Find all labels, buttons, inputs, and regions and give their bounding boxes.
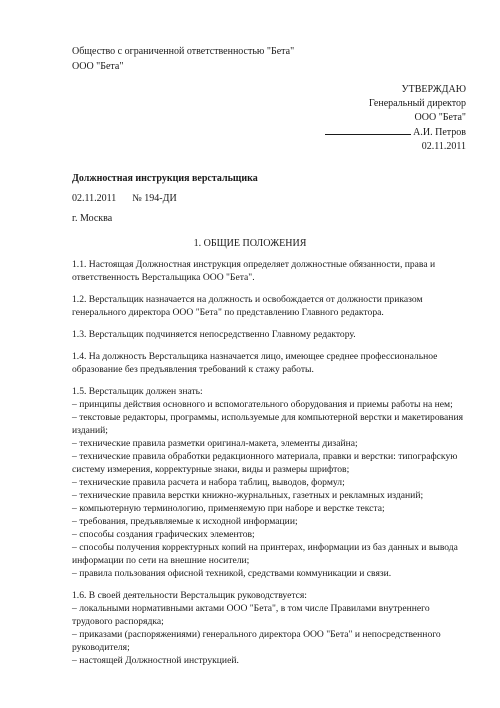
organization-header bbox=[72, 44, 294, 74]
paragraph-1-6 bbox=[72, 589, 472, 667]
paragraph-1-4: 1.4. На должность Верстальщика назначается лицо, имеющее среднее профессиональное образование без предъявления требований к стажу работы. bbox=[72, 351, 438, 375]
list-item: – способы создания графических элементов; bbox=[72, 529, 255, 540]
document-date: 02.11.2011 bbox=[72, 193, 117, 204]
list-item: – правила пользования офисной техникой, средствами коммуникации и связи. bbox=[72, 568, 392, 579]
list-item: – компьютерную терминологию, применяемую при наборе и верстке текста; bbox=[72, 503, 385, 514]
approval-title: УТВЕРЖДАЮ bbox=[401, 84, 466, 95]
paragraph-1-5-lead: 1.5. Верстальщик должен знать: bbox=[72, 386, 203, 397]
document-title: Должностная инструкция верстальщика bbox=[72, 173, 258, 184]
approval-signature-row bbox=[325, 125, 466, 140]
list-item: – принципы действия основного и вспомогательного оборудования и приемы работы на нем; bbox=[72, 399, 453, 410]
document-body bbox=[72, 258, 472, 676]
paragraph-1-6-lead: 1.6. В своей деятельности Верстальщик руководствуется: bbox=[72, 590, 307, 601]
signature-line bbox=[325, 125, 411, 135]
list-item: – технические правила разметки оригинал-макета, элементы дизайна; bbox=[72, 438, 358, 449]
list-item: – текстовые редакторы, программы, используемые для компьютерной верстки и макетирования изданий; bbox=[72, 412, 463, 436]
list-item: – технические правила расчета и набора таблиц, выводов, формул; bbox=[72, 477, 345, 488]
list-item: – технические правила обработки редакционного материала, правки и верстки: типографскую систему измерения, корректурные знаки, виды и размеры шрифтов; bbox=[72, 451, 458, 475]
organization-full-name: Общество с ограниченной ответственностью "Бета" bbox=[72, 46, 295, 57]
list-item: – локальными нормативными актами ООО "Бета", в том числе Правилами внутреннего трудового распорядка; bbox=[72, 603, 430, 627]
paragraph-1-2: 1.2. Верстальщик назначается на должность и освобождается от должности приказом генерального директора ООО "Бета" по представлению Главного редактора. bbox=[72, 294, 423, 318]
approval-block bbox=[325, 83, 466, 154]
approval-position: Генеральный директор bbox=[368, 98, 466, 109]
paragraph-1-3: 1.3. Верстальщик подчиняется непосредственно Главному редактору. bbox=[72, 329, 356, 340]
document-number: № 194-ДИ bbox=[132, 193, 177, 204]
approval-company: ООО "Бета" bbox=[414, 112, 466, 123]
approval-signatory: А.И. Петров bbox=[413, 127, 466, 138]
list-item: – технические правила верстки книжно-журнальных, газетных и рекламных изданий; bbox=[72, 490, 424, 501]
section-title: 1. ОБЩИЕ ПОЛОЖЕНИЯ bbox=[193, 238, 307, 249]
approval-date: 02.11.2011 bbox=[421, 141, 466, 152]
paragraph-1-5 bbox=[72, 385, 472, 580]
document-city: г. Москва bbox=[72, 213, 113, 224]
organization-short-name: ООО "Бета" bbox=[72, 61, 124, 72]
list-item: – приказами (распоряжениями) генерального директора ООО "Бета" и непосредственного руководителя; bbox=[72, 629, 441, 653]
list-item: – требования, предъявляемые к исходной информации; bbox=[72, 516, 298, 527]
list-item: – способы получения корректурных копий на принтерах, информации из баз данных и вывода информации по сети на внешние носители; bbox=[72, 542, 458, 566]
paragraph-1-1: 1.1. Настоящая Должностная инструкция определяет должностные обязанности, права и ответственность Верстальщика ООО "Бета". bbox=[72, 259, 436, 283]
document-meta bbox=[72, 193, 177, 204]
list-item: – настоящей Должностной инструкцией. bbox=[72, 655, 239, 666]
